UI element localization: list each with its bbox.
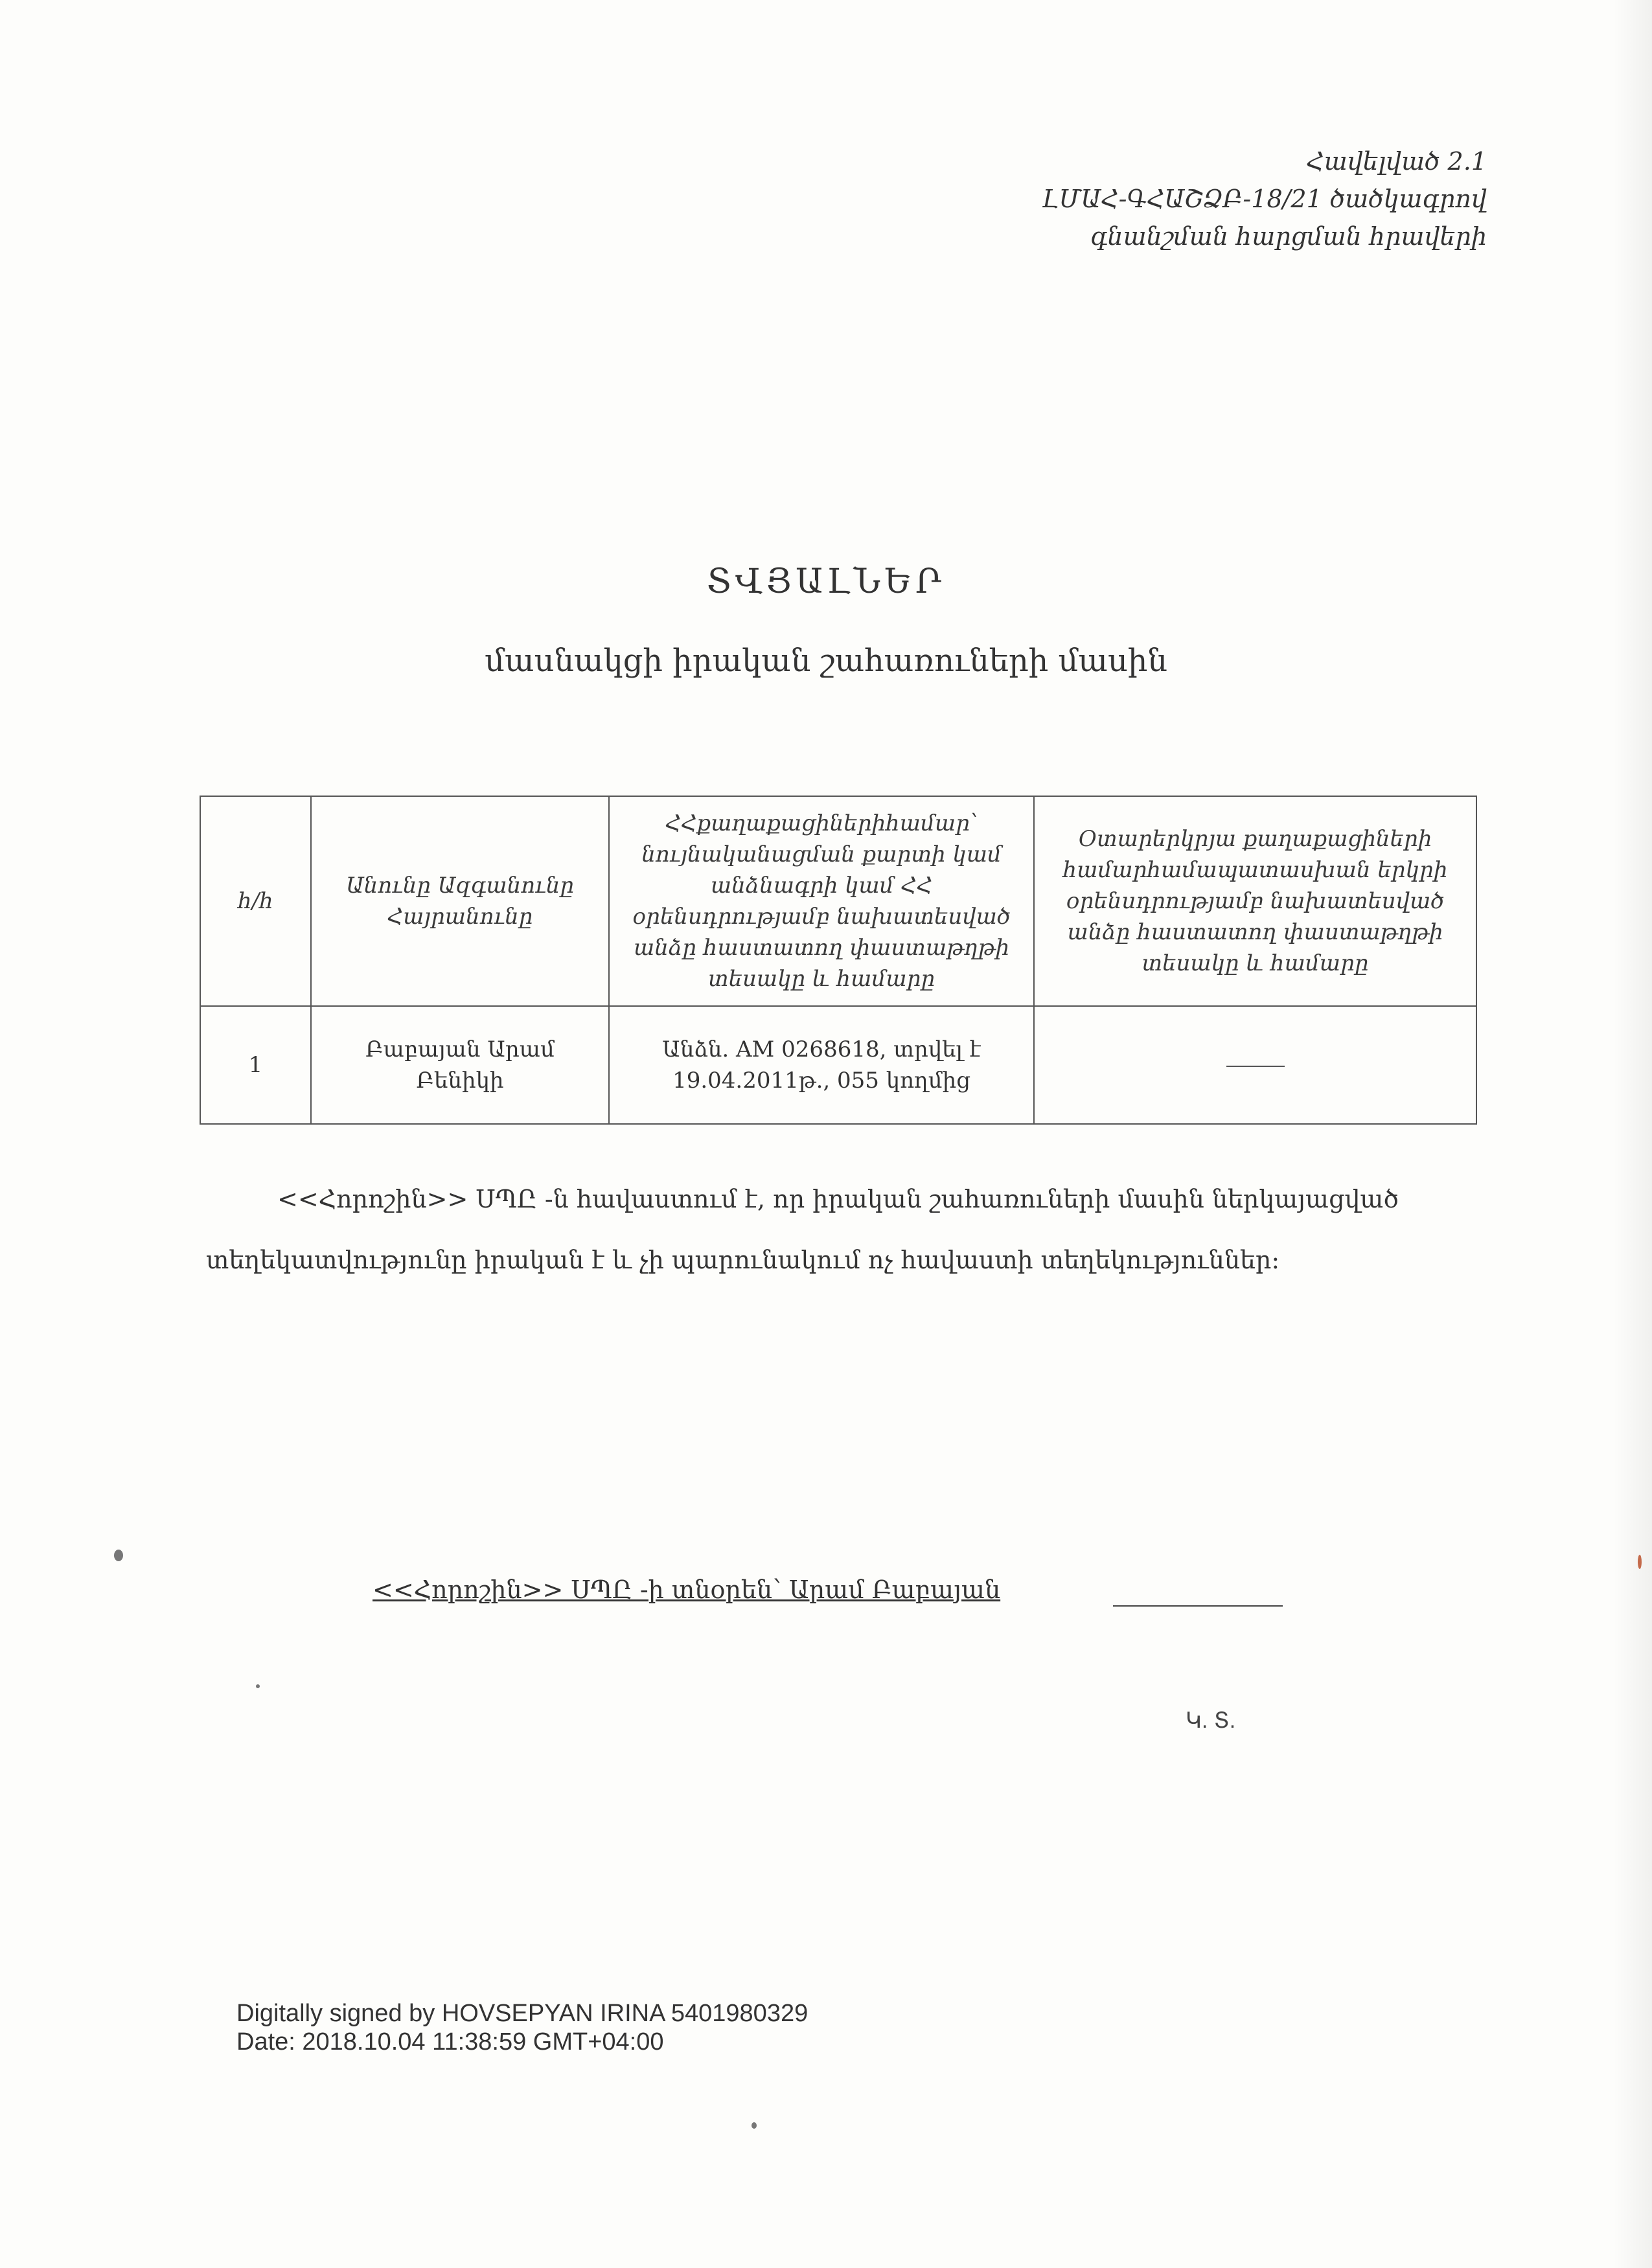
cell-foreign-document [1034, 1006, 1476, 1124]
document-subtitle: մասնակցի իրական շահառուների մասին [485, 643, 1167, 679]
beneficial-owners-table [200, 796, 1477, 1125]
empty-dash [1226, 1066, 1285, 1067]
header-full-name: Անունը Ազգանունը Հայրանունը [311, 796, 609, 1006]
digital-signature [236, 1999, 808, 2056]
cell-doc-line-2: 19.04.2011թ., 055 կողմից [672, 1068, 971, 1094]
header-number: հ/հ [200, 796, 311, 1006]
digital-signature-date: Date: 2018.10.04 11:38:59 GMT+04:00 [236, 2028, 664, 2056]
cell-name-line-2: Բենիկի [416, 1068, 504, 1094]
statement-line-1: <<Հորոշին>> ՍՊԸ -ն հավաստում է, որ իրական շահառուների մասին ներկայացված [277, 1185, 1399, 1213]
signature-line [1113, 1605, 1283, 1607]
scan-speck [256, 1684, 260, 1688]
attestation-statement [206, 1169, 1456, 1290]
header-armenian-document: ՀՀքաղաքացիներիհամար՝ նույնականացման քարտի կամ անձնագրի կամ ՀՀ օրենսդրությամբ նախատեսված անձը հաստատող փաստաթղթի տեսակը և համարը [609, 796, 1034, 1006]
scan-speck [114, 1550, 123, 1561]
scan-speck [751, 2122, 757, 2129]
cell-armenian-document [609, 1006, 1034, 1124]
digital-signature-signer: Digitally signed by HOVSEPYAN IRINA 5401980329 [236, 2000, 809, 2027]
cell-name-line-1: Բաբայան Արամ [365, 1037, 555, 1062]
statement-line-2: տեղեկատվությունը իրական է և չի պարունակում ոչ հավաստի տեղեկություններ: [206, 1246, 1280, 1274]
scan-edge-shadow [1613, 0, 1652, 2268]
header-foreign-document: Օտարերկրյա քաղաքացիների համարհամապատասխան երկրի օրենսդրությամբ նախատեսված անձը հաստատող փաստաթղթի տեսակը և համարը [1034, 796, 1476, 1006]
cell-number: 1 [200, 1006, 311, 1124]
annex-line-1: Հավելված 2.1 [1306, 147, 1487, 176]
annex-line-3: գնանշման հարցման հրավերի [1090, 222, 1487, 251]
cell-full-name [311, 1006, 609, 1124]
document-title: ՏՎՅԱԼՆԵՐ [706, 562, 946, 601]
director-signature-label: <<Հորոշին>> ՍՊԸ -ի տնօրեն՝ Արամ Բաբայան [373, 1575, 1001, 1604]
annex-line-2: ԼՄԱՀ-ԳՀԱՇՁԲ-18/21 ծածկագրով [1042, 185, 1487, 213]
scan-speck [1638, 1555, 1642, 1569]
table-header-row [200, 796, 1476, 1006]
cell-doc-line-1: Անձն. AM 0268618, տրվել է [662, 1037, 981, 1062]
table-row [200, 1006, 1476, 1124]
seal-placeholder: Կ. Տ. [1186, 1708, 1236, 1733]
annex-reference [1042, 143, 1487, 255]
